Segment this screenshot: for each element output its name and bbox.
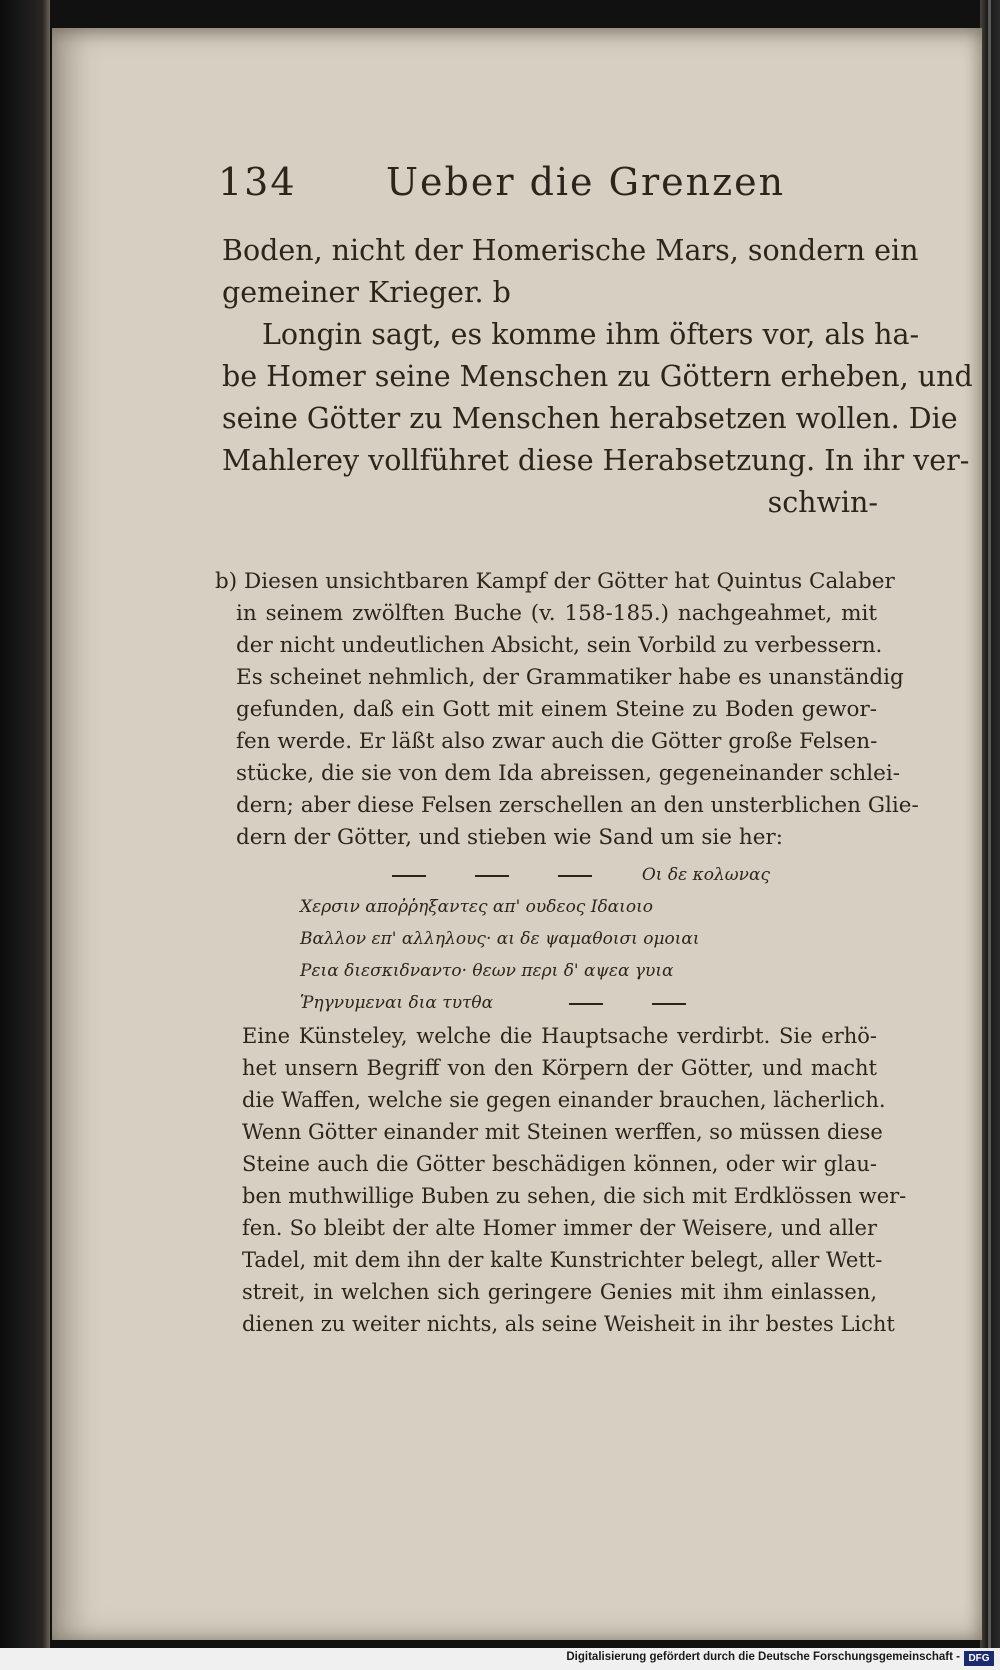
greek-quote-text: Οι δε κολωνας: [641, 865, 770, 885]
page-header: [218, 160, 786, 220]
greek-quote-text: Ῥηγνυμεναι δια τυτθα: [300, 993, 494, 1013]
footnote-line: dienen zu weiter nichts, als seine Weisheit in ihr bestes Licht: [242, 1312, 895, 1336]
greek-quote-line: Χερσιν αποῤῥηξαντες απ' ουδεος Ιδαιοιο: [300, 897, 653, 917]
footnote-line: in seinem zwölften Buche (v. 158-185.) nachgeahmet, mit: [236, 601, 877, 626]
body-line: Longin sagt, es komme ihm öfters vor, als ha-: [262, 318, 920, 351]
footnote-line: het unsern Begriff von den Körpern der Götter, und macht: [242, 1056, 877, 1080]
body-line: Boden, nicht der Homerische Mars, sondern ein: [222, 234, 919, 267]
footnote-line: der nicht undeutlichen Absicht, sein Vorbild zu verbessern.: [236, 633, 883, 658]
footnote-line: Eine Künsteley, welche die Hauptsache verdirbt. Sie erhö-: [242, 1024, 877, 1048]
footnote-line: Wenn Götter einander mit Steinen werffen, so müssen diese: [242, 1120, 883, 1144]
running-title: Ueber die Grenzen: [386, 160, 786, 204]
greek-quote-line: [300, 860, 770, 890]
book-edge: [980, 0, 1000, 1648]
footnote-line: stücke, die sie von dem Ida abreissen, gegeneinander schlei-: [236, 761, 900, 786]
body-line: gemeiner Krieger. b: [222, 276, 511, 309]
body-line: Mahlerey vollführet diese Herabsetzung. In ihr ver-: [222, 444, 970, 477]
page-number: 134: [218, 160, 297, 204]
footnote-line: die Waffen, welche sie gegen einander brauchen, lächerlich.: [242, 1088, 886, 1112]
footnote-line: gefunden, daß ein Gott mit einem Steine zu Boden gewor-: [236, 697, 877, 722]
dfg-logo: DFG: [964, 1651, 994, 1666]
footnote-line: dern; aber diese Felsen zerschellen an den unsterblichen Glie-: [236, 793, 919, 818]
footnote-line: Steine auch die Götter beschädigen können, oder wir glau-: [242, 1152, 877, 1176]
footnote-line: dern der Götter, und stieben wie Sand um sie her:: [236, 825, 783, 850]
book-spine-shadow: [0, 0, 50, 1648]
greek-quote-line: Βαλλον επ' αλληλους· αι δε ψαμαθοισι ομοιαι: [300, 929, 700, 949]
em-dash: [652, 1003, 686, 1005]
footnote-line: fen. So bleibt der alte Homer immer der Weisere, und aller: [242, 1216, 877, 1240]
body-line: schwin-: [767, 486, 878, 519]
em-dash: [558, 875, 592, 877]
em-dash: [392, 875, 426, 877]
funding-credit: Digitalisierung gefördert durch die Deutsche Forschungsgemeinschaft -: [566, 1651, 960, 1663]
em-dash: [475, 875, 509, 877]
footnote-line: b) Diesen unsichtbaren Kampf der Götter hat Quintus Calaber: [215, 569, 895, 594]
footnote-line: Es scheinet nehmlich, der Grammatiker habe es unanständig: [236, 665, 904, 690]
body-line: be Homer seine Menschen zu Göttern erheben, und: [222, 360, 973, 393]
greek-quote-line: Ρεια διεσκιδναντο· θεων περι δ' αψεα γυια: [300, 961, 674, 981]
greek-quote-line: [300, 988, 770, 1018]
footnote-line: streit, in welchen sich geringere Genies mit ihm einlassen,: [242, 1280, 877, 1304]
footnote-line: Tadel, mit dem ihn der kalte Kunstrichter belegt, aller Wett-: [242, 1248, 883, 1272]
footnote-line: ben muthwillige Buben zu sehen, die sich mit Erdklössen wer-: [242, 1184, 907, 1208]
footnote-line: fen werde. Er läßt also zwar auch die Götter große Felsen-: [236, 729, 878, 754]
body-line: seine Götter zu Menschen herabsetzen wollen. Die: [222, 402, 958, 435]
em-dash: [569, 1003, 603, 1005]
digitization-footer: [0, 1648, 1000, 1670]
